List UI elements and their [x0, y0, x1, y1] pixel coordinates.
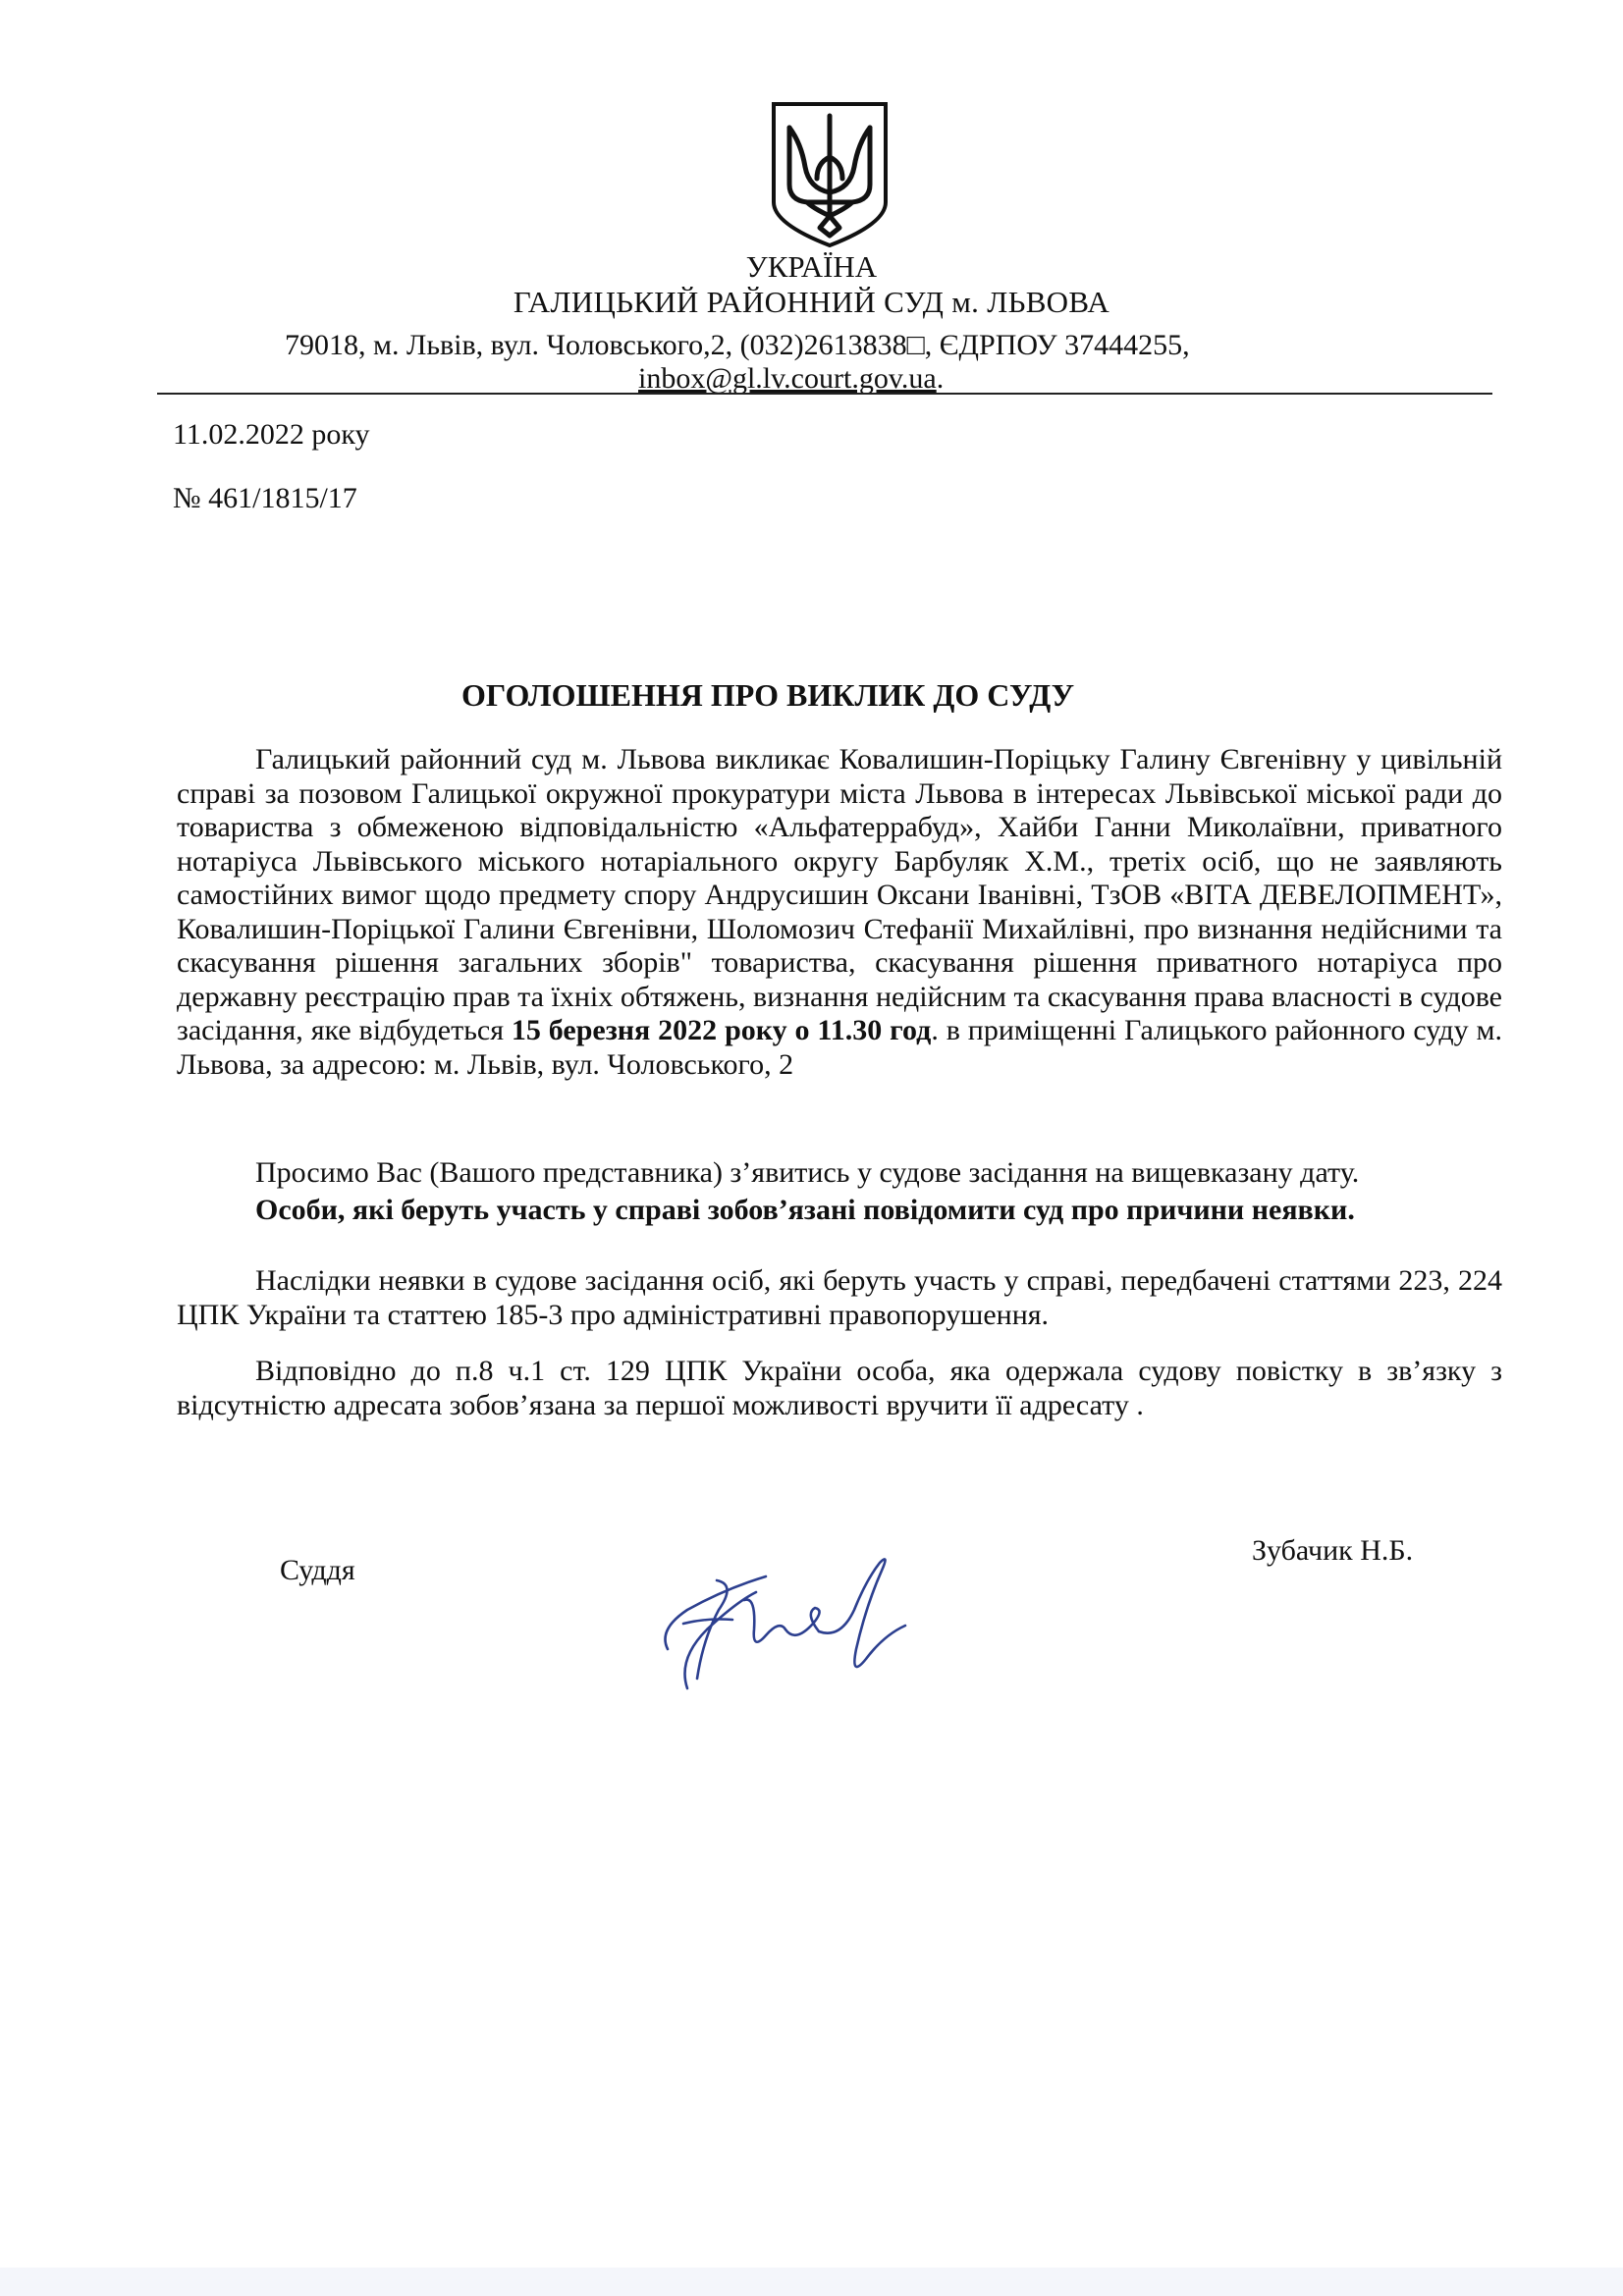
absence-notice-requirement: Особи, якi беруть участь у справi зобов’язанi повiдомити суд про причини неявки. [255, 1194, 1355, 1226]
appearance-request: Просимо Вас (Вашого представника) з’явитись у судове засiдання на вищевказану дату. [255, 1156, 1360, 1189]
summons-text-start: Галицький районний суд м. Львова викликає Ковалишин-Порiцьку Галину Євгенiвну у цивiльнiй справi за позовом Галицької окружної прокуратури мiста Львова в iнтересах Львiвської мiської ради до товариства з обмеженою вiдповiдальнiстю «Альфатеррабуд», Хайби Ганни Миколаївни, приватного нотарiуса Львiвського мiського нотарiального округу Барбуляк Х.М., третiх осiб, що не заявляють самостiйних вимог щодо предмету спору Андрусишин Оксани Iванiвнi, ТзОВ «ВIТА ДЕВЕЛОПМЕНТ», Ковалишин-Порiцької Галини Євгенiвни, Шоломозич Стефанiї Михайлiвнi, про визнання недiйсними та скасування рiшення загальних зборiв" товариства, скасування рiшення приватного нотарiуса про державну реєстрацiю прав та їхнiх обтяжень, визнання недiйсним та скасування права власностi в судове засiдання, яке вiдбудеться [177, 743, 1502, 1046]
country-name: УКРАЇНА [745, 249, 878, 284]
email-suffix: . [936, 362, 945, 395]
court-name: ГАЛИЦЬКИЙ РАЙОННИЙ СУД м. ЛЬВОВА [513, 285, 1110, 319]
summons-paragraph [177, 743, 1502, 1082]
scan-bottom-edge [0, 2268, 1623, 2296]
court-email-link[interactable]: inbox@gl.lv.court.gov.ua [638, 362, 937, 395]
judge-role: Суддя [280, 1554, 355, 1586]
document-date: 11.02.2022 року [173, 418, 370, 451]
court-email-line [638, 361, 944, 397]
document-number: № 461/1815/17 [173, 482, 357, 514]
handwritten-signature [648, 1541, 943, 1698]
hearing-datetime: 15 березня 2022 року о 11.30 год [511, 1014, 932, 1046]
judge-name: Зубачик Н.Б. [1252, 1534, 1414, 1567]
header-divider [157, 393, 1492, 395]
summons-delivery-note: Вiдповiдно до п.8 ч.1 ст. 129 ЦПК України особа, яка одержала судову повiстку в зв’язку з вiдсутнiстю адресата зобов’язана за першої можливостi вручити її адресату . [177, 1355, 1502, 1421]
court-address: 79018, м. Львів, вул. Чоловського,2, (032)2613838□, ЄДРПОУ 37444255, [285, 329, 1190, 361]
trident-emblem-icon [766, 98, 893, 250]
absence-consequences: Наслiдки неявки в судове засiдання осiб, якi беруть участь у справi, передбаченi статтями 223, 224 ЦПК України та статтею 185-3 про адмiнiстративнi правопорушення. [177, 1264, 1502, 1331]
document-title: ОГОЛОШЕННЯ ПРО ВИКЛИК ДО СУДУ [461, 677, 1075, 713]
summons-text-end: . в примiщеннi Галицького районного суду м. Львова, за адресою: м. Львiв, вул. Чоловського, 2 [177, 1014, 1502, 1081]
